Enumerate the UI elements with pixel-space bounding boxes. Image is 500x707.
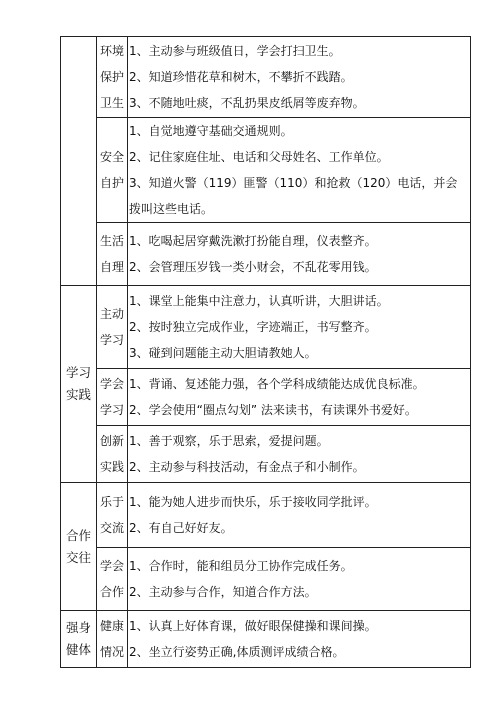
subcategory-text: 自护	[99, 176, 124, 190]
category-text: 交往	[65, 549, 91, 565]
category-text: 健体	[65, 642, 91, 657]
subcategory-text: 环境	[99, 44, 124, 58]
list-item: 1、课堂上能集中注意力，认真听讲，大胆讲话。	[129, 294, 389, 308]
items-cell	[128, 286, 471, 369]
table-row	[61, 426, 471, 483]
category-cell-empty	[61, 37, 97, 286]
items-cell	[128, 611, 471, 668]
items-cell	[128, 369, 471, 426]
subcategory-text: 实践	[99, 460, 124, 474]
items-cell	[128, 118, 471, 223]
list-item: 3、知道火警（119）匪警（110）和抢救（120）电话，并会拨叫这些电话。	[129, 176, 458, 216]
list-item: 2、按时独立完成作业，字迹端正，书写整齐。	[129, 320, 377, 334]
items-cell	[128, 223, 471, 286]
category-text: 实践	[65, 387, 91, 402]
items-cell	[128, 426, 471, 483]
list-item: 2、学会使用“圈点勾划” 法来读书，有读课外书爱好。	[129, 403, 417, 417]
subcategory-text: 卫生	[99, 96, 124, 110]
subcategory-text: 主动	[99, 307, 124, 321]
subcategory-text: 情况	[99, 645, 124, 659]
subcategory-text: 学习	[99, 403, 124, 417]
subcategory-text: 学会	[99, 377, 124, 391]
subcategory-cell	[97, 37, 128, 118]
subcategory-text: 学会	[99, 559, 124, 573]
list-item: 3、不随地吐痰，不乱扔果皮纸屑等废弃物。	[129, 96, 365, 110]
goals-table	[60, 36, 471, 668]
category-text: 强身	[65, 620, 91, 635]
list-item: 3、碰到问题能主动大胆请教她人。	[129, 346, 317, 360]
subcategory-cell	[97, 483, 128, 548]
list-item: 1、善于观察，乐于思索，爱提问题。	[129, 434, 329, 448]
table-row	[61, 611, 471, 668]
subcategory-text: 生活	[99, 234, 124, 248]
table-row	[61, 118, 471, 223]
table-row	[61, 286, 471, 369]
subcategory-text: 乐于	[99, 495, 124, 509]
table-row	[61, 369, 471, 426]
list-item: 2、知道珍惜花草和树木，不攀折不践踏。	[129, 70, 353, 84]
list-item: 2、会管理压岁钱一类小财会，不乱花零用钱。	[129, 260, 377, 274]
list-item: 1、能为她人进步而快乐，乐于接收同学批评。	[129, 495, 377, 509]
subcategory-text: 自理	[99, 260, 124, 274]
table-row	[61, 37, 471, 118]
subcategory-text: 合作	[99, 585, 124, 599]
list-item: 1、主动参与班级值日，学会打扫卫生。	[129, 44, 341, 58]
items-cell	[128, 483, 471, 548]
subcategory-text: 保护	[99, 70, 124, 84]
subcategory-cell	[97, 286, 128, 369]
table-row	[61, 483, 471, 548]
category-text: 学习	[65, 365, 91, 380]
list-item: 1、背诵、复述能力强，各个学科成绩能达成优良标准。	[129, 377, 425, 391]
category-cell	[61, 483, 97, 611]
list-item: 1、吃喝起居穿戴洗漱打扮能自理，仪表整齐。	[129, 234, 377, 248]
table-row	[61, 548, 471, 611]
list-item: 2、有自己好好友。	[129, 521, 233, 535]
list-item: 2、坐立行姿势正确,体质测评成绩合格。	[129, 645, 345, 659]
category-cell	[61, 611, 97, 668]
items-cell	[128, 548, 471, 611]
list-item: 2、主动参与合作，知道合作方法。	[129, 585, 317, 599]
list-item: 1、认真上好体育课，做好眼保健操和课间操。	[129, 619, 377, 633]
subcategory-cell	[97, 223, 128, 286]
table-row	[61, 223, 471, 286]
subcategory-text: 安全	[99, 150, 124, 164]
subcategory-text: 学习	[99, 333, 124, 347]
list-item: 1、合作时，能和组员分工协作完成任务。	[129, 559, 353, 573]
subcategory-cell	[97, 369, 128, 426]
subcategory-cell	[97, 548, 128, 611]
subcategory-text: 创新	[99, 434, 124, 448]
category-text: 合作	[65, 527, 91, 543]
subcategory-text: 健康	[99, 619, 124, 633]
subcategory-cell	[97, 118, 128, 223]
items-cell	[128, 37, 471, 118]
subcategory-cell	[97, 611, 128, 668]
list-item: 1、自觉地遵守基础交通规则。	[129, 124, 293, 138]
category-cell	[61, 286, 97, 483]
list-item: 2、记住家庭住址、电话和父母姓名、工作单位。	[129, 150, 389, 164]
subcategory-cell	[97, 426, 128, 483]
list-item: 2、主动参与科技活动，有金点子和小制作。	[129, 460, 365, 474]
subcategory-text: 交流	[99, 521, 124, 535]
